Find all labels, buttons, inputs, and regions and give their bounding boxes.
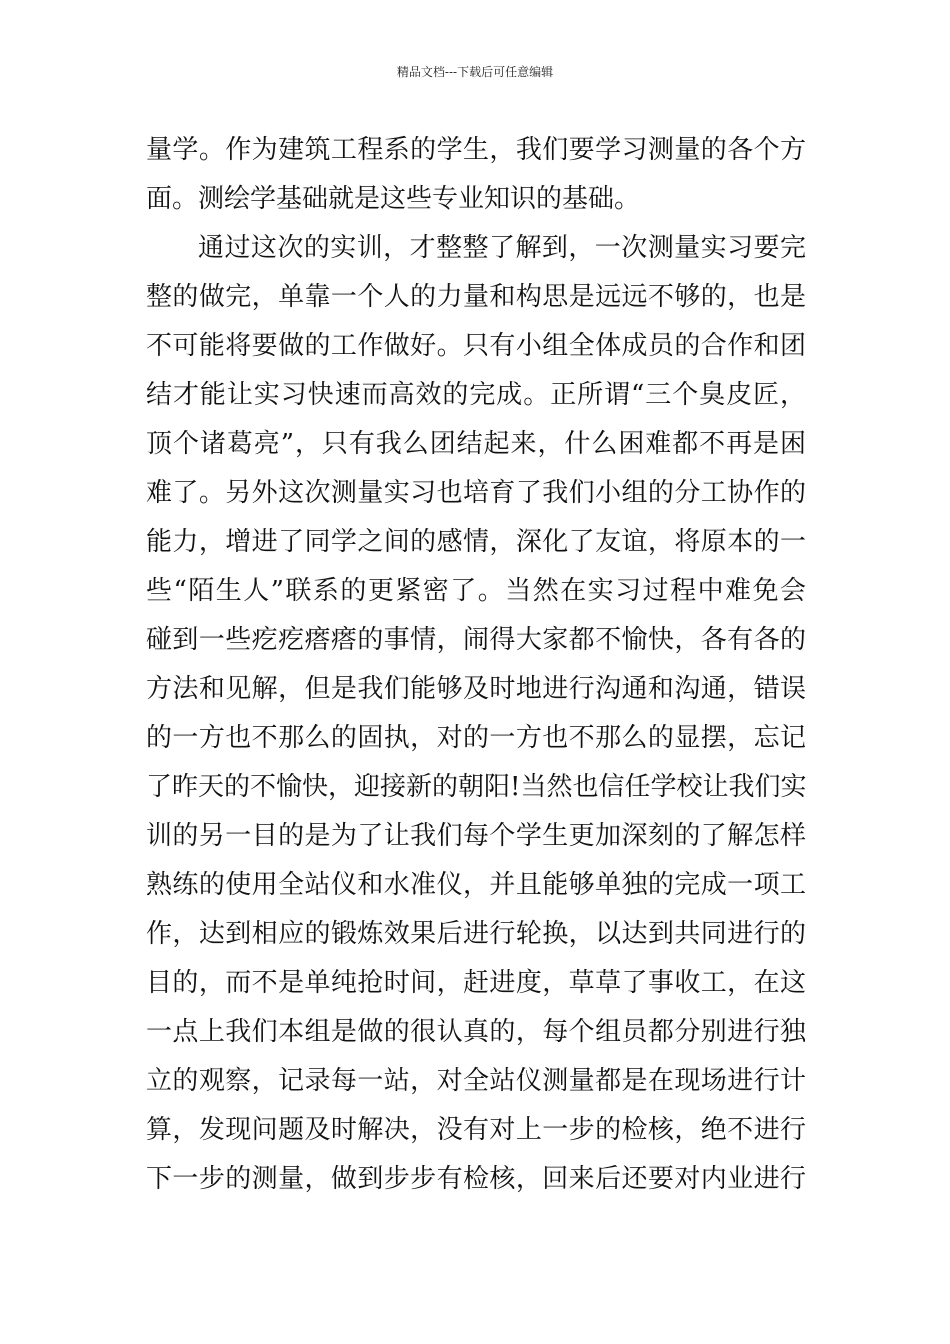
text-line: 顶个诸葛亮”，只有我么团结起来，什么困难都不再是困	[146, 429, 806, 459]
text-line: 不可能将要做的工作做好。只有小组全体成员的合作和团	[146, 331, 806, 361]
text-line: 整的做完，单靠一个人的力量和构思是远远不够的，也是	[146, 282, 806, 312]
text-line: 了昨天的不愉快，迎接新的朝阳!当然也信任学校让我们实	[146, 772, 807, 802]
text-line: 量学。作为建筑工程系的学生，我们要学习测量的各个方	[146, 135, 806, 165]
text-line: 能力，增进了同学之间的感情，深化了友谊，将原本的一	[146, 527, 806, 557]
text-line: 训的另一目的是为了让我们每个学生更加深刻的了解怎样	[146, 821, 806, 851]
text-line: 算，发现问题及时解决，没有对上一步的检核，绝不进行	[146, 1115, 806, 1145]
body-text	[146, 126, 806, 1204]
text-line: 方法和见解，但是我们能够及时地进行沟通和沟通，错误	[146, 674, 806, 704]
text-line: 作，达到相应的锻炼效果后进行轮换，以达到共同进行的	[146, 919, 806, 949]
text-line: 目的，而不是单纯抢时间，赶进度，草草了事收工，在这	[146, 968, 806, 998]
text-line: 一点上我们本组是做的很认真的，每个组员都分别进行独	[146, 1017, 806, 1047]
text-line: 些“陌生人”联系的更紧密了。当然在实习过程中难免会	[146, 576, 806, 606]
text-line: 结才能让实习快速而高效的完成。正所谓“三个臭皮匠，	[146, 380, 806, 410]
text-line: 立的观察，记录每一站，对全站仪测量都是在现场进行计	[146, 1066, 806, 1096]
text-line: 碰到一些疙疙瘩瘩的事情，闹得大家都不愉快，各有各的	[146, 625, 806, 655]
text-line: 熟练的使用全站仪和水准仪，并且能够单独的完成一项工	[146, 870, 806, 900]
text-line: 通过这次的实训，才整整了解到，一次测量实习要完	[198, 233, 806, 263]
text-line: 下一步的测量，做到步步有检核，回来后还要对内业进行	[146, 1164, 806, 1194]
text-line: 面。测绘学基础就是这些专业知识的基础。	[146, 184, 641, 214]
page-header: 精品文档---下载后可任意编辑	[396, 65, 554, 79]
text-line: 难了。另外这次测量实习也培育了我们小组的分工协作的	[146, 478, 806, 508]
text-line: 的一方也不那么的固执，对的一方也不那么的显摆，忘记	[146, 723, 806, 753]
